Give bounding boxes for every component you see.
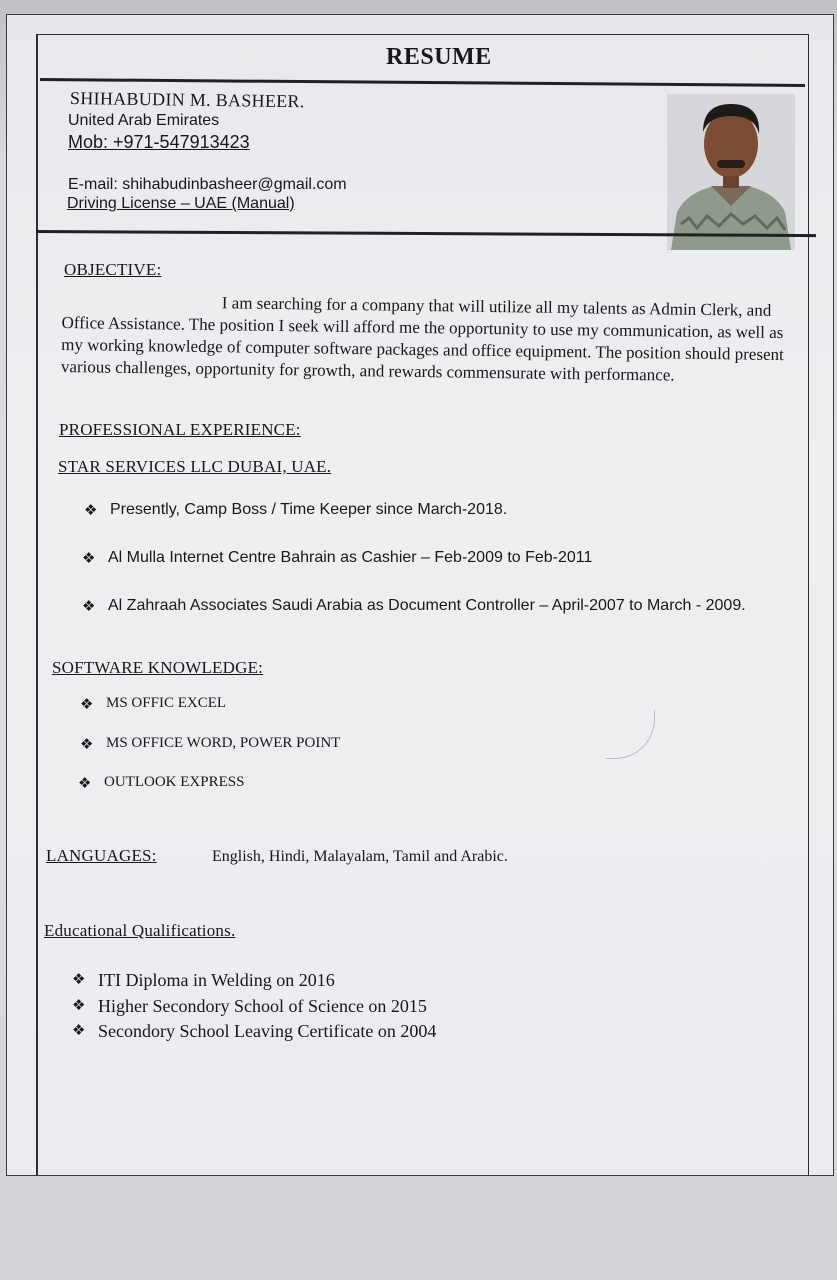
applicant-email: E-mail: shihabudinbasheer@gmail.com — [68, 176, 347, 193]
software-item-text: OUTLOOK EXPRESS — [104, 774, 245, 790]
education-item-text: Secondory School Leaving Certificate on 2004 — [98, 1021, 437, 1041]
diamond-bullet-icon: ❖ — [82, 597, 96, 615]
software-item-text: MS OFFICE WORD, POWER POINT — [106, 735, 341, 751]
languages-value: English, Hindi, Malayalam, Tamil and Arabic. — [212, 848, 508, 865]
diamond-bullet-icon: ❖ — [72, 996, 86, 1014]
experience-item — [84, 500, 507, 520]
objective-heading: OBJECTIVE: — [64, 260, 162, 279]
software-heading: SOFTWARE KNOWLEDGE: — [52, 658, 264, 677]
software-item — [80, 695, 226, 712]
objective-indent — [62, 306, 222, 308]
software-item — [80, 735, 340, 752]
diamond-bullet-icon: ❖ — [80, 695, 94, 713]
objective-body: I am searching for a company that will utilize all my talents as Admin Clerk, and Office Assistance. The position I seek will afford me the opportunity to use my communication, as well as my working knowledge of computer software packages and office equipment. The position should present various challenges, opportunity for growth, and rewards commensurate with performance. — [60, 293, 784, 385]
diamond-bullet-icon: ❖ — [82, 549, 96, 567]
experience-item — [82, 596, 772, 616]
education-item-text: ITI Diploma in Welding on 2016 — [98, 970, 335, 990]
experience-item-text: Presently, Camp Boss / Time Keeper since March-2018. — [110, 501, 508, 518]
experience-item — [82, 548, 592, 568]
education-item — [72, 970, 335, 991]
diamond-bullet-icon: ❖ — [72, 1021, 86, 1039]
education-item — [72, 996, 427, 1017]
driving-license: Driving License – UAE (Manual) — [67, 195, 295, 212]
software-item — [78, 774, 244, 791]
diamond-bullet-icon: ❖ — [84, 501, 98, 519]
portrait-photo — [667, 94, 795, 250]
applicant-country: United Arab Emirates — [68, 112, 220, 129]
objective-text — [61, 290, 798, 388]
resume-title: RESUME — [386, 44, 492, 70]
software-item-text: MS OFFIC EXCEL — [106, 695, 227, 711]
education-heading: Educational Qualifications. — [44, 921, 236, 940]
education-item — [72, 1021, 436, 1042]
applicant-mobile: Mob: +971-547913423 — [68, 132, 250, 152]
education-item-text: Higher Secondory School of Science on 2015 — [98, 996, 427, 1016]
applicant-name: SHIHABUDIN M. BASHEER. — [69, 88, 305, 112]
diamond-bullet-icon: ❖ — [78, 774, 92, 792]
languages-heading: LANGUAGES: — [46, 846, 157, 865]
company-name: STAR SERVICES LLC DUBAI, UAE. — [58, 457, 332, 476]
experience-item-text: Al Zahraah Associates Saudi Arabia as Document Controller – April-2007 to March - 2009. — [108, 597, 746, 614]
experience-heading: PROFESSIONAL EXPERIENCE: — [59, 420, 301, 439]
experience-item-text: Al Mulla Internet Centre Bahrain as Cashier – Feb-2009 to Feb-2011 — [108, 549, 593, 566]
diamond-bullet-icon: ❖ — [72, 970, 86, 988]
diamond-bullet-icon: ❖ — [80, 735, 94, 753]
